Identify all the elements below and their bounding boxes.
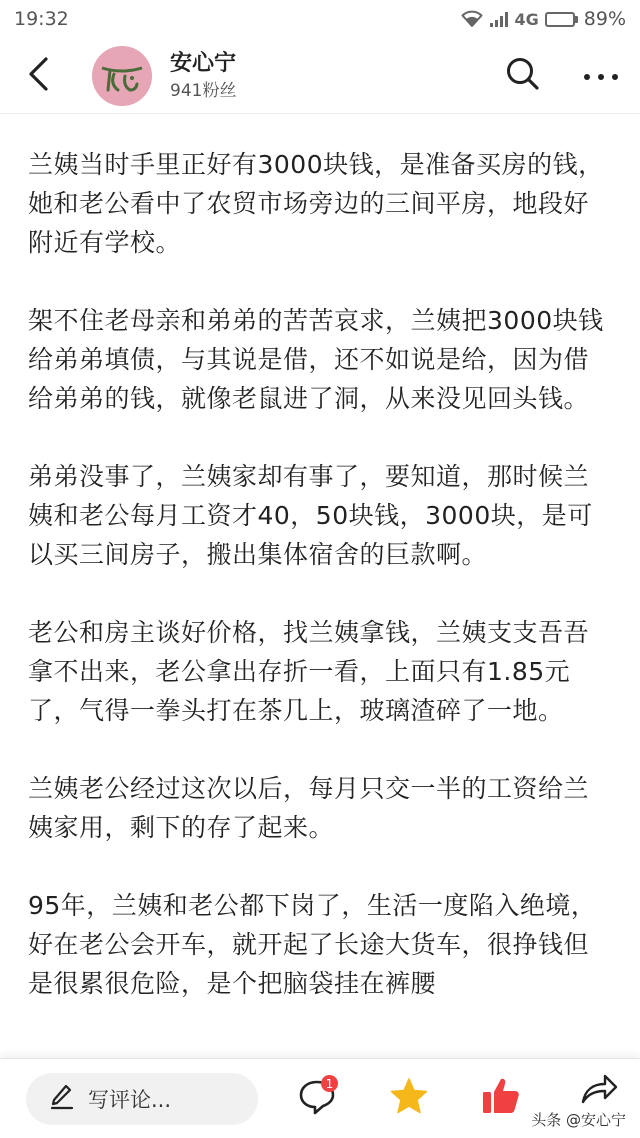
article-paragraph: 兰姨当时手里正好有3000块钱，是准备买房的钱，她和老公看中了农贸市场旁边的三间平房，地段好附近有学校。	[28, 150, 604, 257]
battery-percent: 89%	[583, 8, 626, 30]
favorite-button[interactable]	[384, 1073, 434, 1123]
article-header	[0, 38, 640, 114]
article-paragraph: 架不住老母亲和弟弟的苦苦哀求，兰姨把3000块钱给弟弟填债，与其说是借，还不如说是给，因为借给弟弟的钱，就像老鼠进了洞，从来没见回头钱。	[28, 306, 604, 413]
header-actions	[502, 38, 622, 114]
network-type: 4G	[514, 9, 539, 29]
comment-count-badge: 1	[321, 1075, 338, 1092]
source-watermark: 头条 @安心宁	[531, 1111, 626, 1129]
comments-button[interactable]	[292, 1073, 342, 1123]
more-button[interactable]	[580, 55, 622, 97]
author-name[interactable]: 安心宁	[170, 50, 237, 76]
article-paragraph: 老公和房主谈好价格，找兰姨拿钱，兰姨支支吾吾拿不出来，老公拿出存折一看，上面只有1.85元了，气得一拳头打在茶几上，玻璃渣碎了一地。	[28, 618, 590, 725]
wifi-icon	[461, 10, 483, 28]
article-paragraph: 弟弟没事了，兰姨家却有事了，要知道，那时候兰姨和老公每月工资才40，50块钱，3000块，是可以买三间房子，搬出集体宿舍的巨款啊。	[28, 462, 593, 569]
like-button[interactable]	[476, 1073, 526, 1123]
status-bar	[0, 0, 640, 38]
thumbs-up-icon	[480, 1075, 522, 1121]
pen-icon	[50, 1084, 74, 1114]
search-icon	[505, 56, 541, 96]
status-indicators	[461, 8, 627, 30]
article-body	[0, 115, 640, 1058]
article-paragraph: 兰姨老公经过这次以后，每月只交一半的工资给兰姨家用，剩下的存了起来。	[28, 774, 590, 842]
search-button[interactable]	[502, 55, 544, 97]
more-icon	[583, 67, 619, 86]
comment-input[interactable]	[26, 1073, 258, 1125]
author-info[interactable]	[170, 49, 236, 103]
signal-icon	[489, 10, 509, 28]
share-arrow-icon	[579, 1072, 619, 1112]
back-button[interactable]	[8, 38, 68, 114]
battery-icon	[545, 12, 578, 27]
article-paragraph: 95年，兰姨和老公都下岗了，生活一度陷入绝境，好在老公会开车，就开起了长途大货车，很挣钱但是很累很危险，是个把脑袋挂在裤腰	[28, 891, 597, 998]
author-fans-count: 941粉丝	[170, 80, 237, 101]
avatar-logo-icon	[92, 46, 152, 106]
bottom-action-bar	[0, 1058, 640, 1138]
comment-placeholder: 写评论...	[88, 1087, 172, 1112]
author-avatar[interactable]	[92, 46, 152, 106]
status-time: 19:32	[14, 8, 69, 30]
star-icon	[388, 1075, 430, 1121]
back-arrow-icon	[26, 56, 50, 96]
